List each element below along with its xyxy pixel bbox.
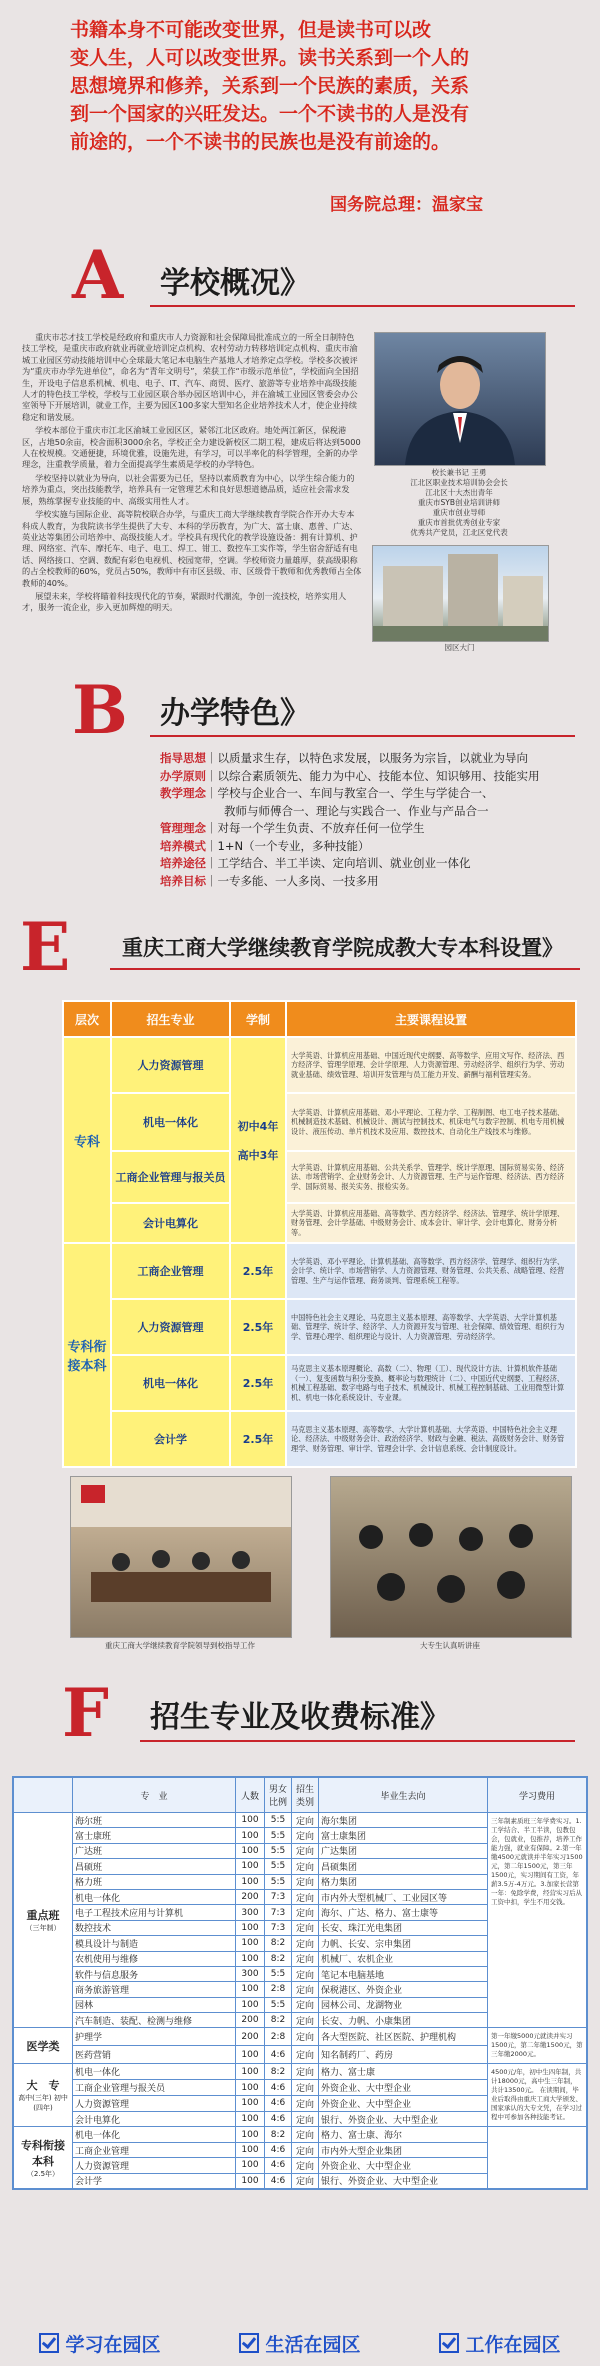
ratio-cell: 5:5	[265, 1843, 292, 1858]
category-sub: （三年制）	[25, 1924, 61, 1933]
feature-label: 培养途径	[160, 856, 206, 870]
count-cell: 100	[236, 2158, 265, 2173]
feature-label: 培养目标	[160, 873, 206, 888]
col-major: 招生专业	[111, 1001, 230, 1037]
dest-cell: 海尔集团	[319, 1813, 488, 1828]
feature-text: 学校与企业合一、车间与教室合一、学生与学徒合一、	[217, 786, 494, 800]
feature-text: 对每一个学生负责、不放弃任何一位学生	[217, 821, 425, 835]
feature-label: 管理理念	[160, 821, 206, 835]
major-cell: 商务旅游管理	[73, 1982, 236, 1997]
footer-item	[439, 2330, 560, 2357]
major-cell: 工商企业管理	[111, 1243, 230, 1299]
footer-label: 工作在园区	[465, 2333, 561, 2356]
courses-cell: 中国特色社会主义理论、马克思主义基本原理、高等数学、大学英语、大学计算机基础、管理学、统计学、经济学、人力资源开发与管理、社会保障、绩效管理、组织行为学、管理心理学、组织理论与设计、人力资源管理、劳动经济学。	[286, 1299, 576, 1355]
table-row	[63, 1355, 576, 1411]
major-cell: 会计学	[111, 1411, 230, 1467]
major-cell: 软件与信息服务	[73, 1966, 236, 1981]
dest-cell: 长安、珠江光电集团	[319, 1920, 488, 1935]
check-icon	[239, 2333, 259, 2353]
col-destination: 毕业生去向	[319, 1777, 488, 1813]
count-cell: 100	[236, 2127, 265, 2142]
quote-line: 前途的，一个不读书的民族也是没有前途的。	[70, 131, 451, 153]
category-label: 大 专	[26, 2079, 60, 2093]
feature-row: 培养途径｜工学结合、半工半读、定向培训、就业创业一体化	[160, 856, 471, 870]
major-cell: 昌硕班	[73, 1859, 236, 1874]
table-row	[63, 1037, 576, 1093]
type-cell: 定向	[292, 1920, 319, 1935]
years-cell: 2.5年	[230, 1411, 286, 1467]
col-count: 人数	[236, 1777, 265, 1813]
major-cell: 人力资源管理	[111, 1037, 230, 1093]
count-cell: 100	[236, 2111, 265, 2127]
major-cell: 机电一体化	[111, 1093, 230, 1151]
major-cell: 机电一体化	[73, 1889, 236, 1904]
col-years: 学制	[230, 1001, 286, 1037]
fee-row	[13, 2028, 587, 2046]
years-line: 初中4年	[237, 1119, 279, 1133]
years-cell: 2.5年	[230, 1243, 286, 1299]
type-cell: 定向	[292, 1966, 319, 1981]
leaders-visit-caption: 重庆工商大学继续教育学院领导到校指导工作	[105, 1641, 255, 1650]
col-fee: 学习费用	[488, 1777, 588, 1813]
type-cell: 定向	[292, 1936, 319, 1951]
fee-cell	[488, 2127, 588, 2189]
leaders-visit-photo	[70, 1476, 292, 1638]
dest-cell: 格力集团	[319, 1874, 488, 1889]
category-sub: 高中(三年) 初中(四年)	[18, 2094, 68, 2113]
building-illustration	[373, 546, 548, 641]
portrait-caption-line: 江北区职业技术培训协会会长	[410, 478, 508, 487]
fee-cell: 4500元/年，初中生四年制，共计18000元，高中生三年制，共计13500元。 在读期间，毕业后取得由重庆工商大学颁发、国家承认的大专文凭，在学习过程中可参加各种技能考证。	[488, 2064, 588, 2127]
feature-text: 以质量求生存，以特色求发展，以服务为宗旨，以就业为导向	[217, 751, 528, 765]
major-cell: 会计学	[73, 2173, 236, 2189]
courses-cell: 大学英语、计算机应用基础、中国近现代史纲要、高等数学、应用文写作、经济法、西方经济学、管理学原理、会计学原理、人力资源管理、劳动经济学、组织行为学、劳动就业基础、绩效管理、培训开发管理与员工能力开发、薪酬与福利管理实务。	[286, 1037, 576, 1093]
dest-cell: 知名制药厂、药房	[319, 2046, 488, 2064]
table-row	[63, 1151, 576, 1203]
audience-illustration	[331, 1477, 571, 1637]
ratio-cell: 8:2	[265, 2127, 292, 2142]
section-b-underline	[150, 735, 575, 737]
ratio-cell: 5:5	[265, 1874, 292, 1889]
feature-row: 培养目标｜一专多能、一人多岗、一技多用	[160, 873, 379, 888]
category-label: 重点班	[26, 1909, 60, 1923]
feature-label: 办学原则	[160, 768, 206, 783]
dest-cell: 富士康集团	[319, 1828, 488, 1843]
major-cell: 人力资源管理	[73, 2095, 236, 2111]
ratio-cell: 4:6	[265, 2095, 292, 2111]
ratio-cell: 7:3	[265, 1905, 292, 1920]
major-cell: 农机使用与维修	[73, 1951, 236, 1966]
dest-cell: 银行、外资企业、大中型企业	[319, 2173, 488, 2189]
dest-cell: 格力、富士康	[319, 2064, 488, 2080]
overview-paragraph: 学校坚持以就业为导向，以社会需要为已任，坚持以素质教育为中心，以学生综合能力的培养为重点，突出技能教学，培养具有一定管理艺术和良好思想道德品质，适应社会需求发展，熟练掌握专业技能的中、高级实用性人才。	[22, 472, 355, 506]
type-cell: 定向	[292, 1874, 319, 1889]
count-cell: 100	[236, 1920, 265, 1935]
ratio-cell: 4:6	[265, 2046, 292, 2064]
type-cell: 定向	[292, 1889, 319, 1904]
ratio-cell: 5:5	[265, 1997, 292, 2012]
ratio-cell: 5:5	[265, 1828, 292, 1843]
section-f-underline	[140, 1740, 575, 1742]
feature-label: 教学理念	[160, 786, 206, 800]
dest-cell: 长安、力帆、小康集团	[319, 2013, 488, 2028]
years-cell: 2.5年	[230, 1355, 286, 1411]
quote-author: 国务院总理：温家宝	[330, 195, 483, 215]
dest-cell: 外资企业、大中型企业	[319, 2158, 488, 2173]
major-cell: 工商企业管理与报关员	[73, 2080, 236, 2096]
type-cell: 定向	[292, 1859, 319, 1874]
check-icon	[439, 2333, 459, 2353]
count-cell: 100	[236, 1936, 265, 1951]
type-cell: 定向	[292, 1828, 319, 1843]
dest-cell: 广达集团	[319, 1843, 488, 1858]
portrait-caption-line: 重庆市首批优秀创业专家	[417, 518, 501, 527]
courses-cell: 大学英语、计算机应用基础、邓小平理论、工程力学、工程制图、电工电子技术基础、机械制造技术基础、机械设计、测试与控制技术、机床电气与数字控制、机电专用机械设计、液压传动、单片机技术及应用、数控技术、自动化生产线技术与维修。	[286, 1093, 576, 1151]
quote-line: 到一个国家的兴旺发达。一个不读书的人是没有	[70, 103, 470, 125]
type-cell: 定向	[292, 2111, 319, 2127]
lecture-caption: 大专生认真听讲座	[420, 1641, 480, 1650]
courses-cell: 马克思主义基本原理概论、高数（二）、物理（工）、现代设计方法、计算机软件基础（一）、复变函数与积分变换、概率论与数理统计（二）、中国近代史纲要、工程经济、机械工程基础、数字电路与电子技术、机械设计、机械工程控制基础、工业用微型计算机、机电一体化系统设计、专业课。	[286, 1355, 576, 1411]
course-table	[62, 1000, 577, 1468]
count-cell: 200	[236, 1889, 265, 1904]
fee-cell: 第一年缴5000元就读并实习1500元，第二年缴1500元，第三年缴2000元。	[488, 2028, 588, 2064]
courses-cell: 大学英语、计算机应用基础、高等数学、西方经济学、经济法、管理学、统计学原理、财务管理、会计学基础、中级财务会计、成本会计、审计学、会计电算化、财务分析等。	[286, 1203, 576, 1243]
dest-cell: 市内外大型企业集团	[319, 2142, 488, 2157]
count-cell: 100	[236, 1828, 265, 1843]
type-cell: 定向	[292, 2064, 319, 2080]
count-cell: 100	[236, 1859, 265, 1874]
count-cell: 300	[236, 1905, 265, 1920]
count-cell: 200	[236, 2013, 265, 2028]
ratio-cell: 5:5	[265, 1859, 292, 1874]
major-cell: 电子工程技术应用与计算机	[73, 1905, 236, 1920]
count-cell: 100	[236, 1951, 265, 1966]
feature-row: 办学原则｜以综合素质领先、能力为中心、技能本位、知识够用、技能实用	[160, 768, 540, 783]
category-label: 医学类	[26, 2039, 60, 2053]
major-cell: 园林	[73, 1997, 236, 2012]
ratio-cell: 4:6	[265, 2111, 292, 2127]
count-cell: 100	[236, 1813, 265, 1828]
quote-line: 思想境界和修养，关系到一个民族的素质，关系	[70, 75, 470, 97]
level-zhuanjieben: 专科衔接本科	[63, 1243, 111, 1467]
ratio-cell: 8:2	[265, 2013, 292, 2028]
major-cell: 富士康班	[73, 1828, 236, 1843]
table-row	[63, 1299, 576, 1355]
table-row	[63, 1411, 576, 1467]
quote-line: 书籍本身不可能改变世界，但是读书可以改	[70, 19, 432, 41]
count-cell: 100	[236, 1874, 265, 1889]
major-cell: 格力班	[73, 1874, 236, 1889]
major-cell: 人力资源管理	[73, 2158, 236, 2173]
courses-cell: 马克思主义基本原理、高等数学、大学计算机基础、大学英语、中国特色社会主义理论、经济法、中级财务会计、政治经济学、财政与金融、税法、高级财务会计、财务管理学、财务管理、审计学、管理会计学、会计信息系统、会计制度设计。	[286, 1411, 576, 1467]
count-cell: 100	[236, 2080, 265, 2096]
footer-label: 生活在园区	[265, 2333, 361, 2356]
building-caption: 园区大门	[444, 643, 475, 652]
fee-table-body	[13, 1813, 587, 2190]
feature-text: 一专多能、一人多岗、一技多用	[217, 873, 379, 888]
major-cell: 会计电算化	[111, 1203, 230, 1243]
ratio-cell: 4:6	[265, 2080, 292, 2096]
count-cell: 100	[236, 2095, 265, 2111]
major-cell: 医药营销	[73, 2046, 236, 2064]
major-cell: 广达班	[73, 1843, 236, 1858]
major-cell: 会计电算化	[73, 2111, 236, 2127]
category-sub: （2.5年）	[26, 2169, 60, 2178]
ratio-cell: 5:5	[265, 1813, 292, 1828]
level-zhuanke: 专科	[63, 1037, 111, 1243]
type-cell: 定向	[292, 2080, 319, 2096]
type-cell: 定向	[292, 1905, 319, 1920]
type-cell: 定向	[292, 2046, 319, 2064]
dest-cell: 市内外大型机械厂、工业园区等	[319, 1889, 488, 1904]
dest-cell: 银行、外资企业、大中型企业	[319, 2111, 488, 2127]
count-cell: 100	[236, 2142, 265, 2157]
feature-row: 指导思想｜以质量求生存，以特色求发展，以服务为宗旨，以就业为导向	[160, 751, 528, 765]
col-courses: 主要课程设置	[286, 1001, 576, 1037]
section-f-letter: F	[62, 1674, 109, 1752]
portrait-caption-line: 重庆市创业导师	[432, 508, 486, 517]
table-row	[63, 1093, 576, 1151]
category-cell	[13, 2127, 73, 2189]
type-cell: 定向	[292, 2173, 319, 2189]
ratio-cell: 5:5	[265, 1966, 292, 1981]
ratio-cell: 2:8	[265, 2028, 292, 2046]
meeting-illustration	[71, 1477, 291, 1637]
feature-text: 以综合素质领先、能力为中心、技能本位、知识够用、技能实用	[217, 768, 540, 783]
dest-cell: 昌硕集团	[319, 1859, 488, 1874]
type-cell: 定向	[292, 2013, 319, 2028]
major-cell: 人力资源管理	[111, 1299, 230, 1355]
portrait-illustration	[375, 333, 545, 465]
col-ratio: 男女比例	[265, 1777, 292, 1813]
footer-item	[39, 2330, 160, 2357]
ratio-cell: 7:3	[265, 1920, 292, 1935]
major-cell: 机电一体化	[111, 1355, 230, 1411]
ratio-cell: 8:2	[265, 1936, 292, 1951]
dest-cell: 外资企业、大中型企业	[319, 2080, 488, 2096]
ratio-cell: 2:8	[265, 1982, 292, 1997]
feature-row: 管理理念｜对每一个学生负责、不放弃任何一位学生	[160, 821, 425, 835]
principal-portrait	[374, 332, 546, 466]
portrait-caption-line: 江北区十大杰出青年	[425, 488, 493, 497]
check-icon	[39, 2333, 59, 2353]
ratio-cell: 4:6	[265, 2173, 292, 2189]
section-a-letter: A	[72, 236, 124, 314]
count-cell: 200	[236, 2028, 265, 2046]
dest-cell: 格力、富士康、海尔	[319, 2127, 488, 2142]
years-cell: 2.5年	[230, 1299, 286, 1355]
feature-label: 指导思想	[160, 751, 206, 765]
type-cell: 定向	[292, 1813, 319, 1828]
table-row	[63, 1203, 576, 1243]
col-category	[13, 1777, 73, 1813]
years-line: 高中3年	[237, 1148, 279, 1162]
lecture-photo	[330, 1476, 572, 1638]
major-cell: 工商企业管理	[73, 2142, 236, 2157]
section-b-title: 办学特色》	[160, 696, 310, 731]
dest-cell: 机械厂、农机企业	[319, 1951, 488, 1966]
col-major: 专 业	[73, 1777, 236, 1813]
count-cell: 100	[236, 1982, 265, 1997]
ratio-cell: 7:3	[265, 1889, 292, 1904]
ratio-cell: 8:2	[265, 1951, 292, 1966]
dest-cell: 各大型医院、社区医院、护理机构	[319, 2028, 488, 2046]
major-cell: 汽车制造、装配、检测与维修	[73, 2013, 236, 2028]
count-cell: 100	[236, 2173, 265, 2189]
category-cell	[13, 2064, 73, 2127]
fee-row	[13, 2064, 587, 2080]
portrait-caption-line: 重庆市SYB创业培训讲师	[418, 498, 500, 507]
type-cell: 定向	[292, 2028, 319, 2046]
feature-text: 工学结合、半工半读、定向培训、就业创业一体化	[217, 856, 471, 870]
ratio-cell: 8:2	[265, 2064, 292, 2080]
dest-cell: 笔记本电脑基地	[319, 1966, 488, 1981]
major-cell: 护理学	[73, 2028, 236, 2046]
footer-label: 学习在园区	[65, 2333, 161, 2356]
feature-text: 1+N（一个专业，多种技能）	[217, 838, 370, 853]
feature-text: 教师与师傅合一、理论与实践合一、作业与产品合一	[224, 803, 489, 818]
ratio-cell: 4:6	[265, 2158, 292, 2173]
col-type: 招生类别	[292, 1777, 319, 1813]
count-cell: 100	[236, 1997, 265, 2012]
count-cell: 100	[236, 2064, 265, 2080]
footer-item	[239, 2330, 360, 2357]
type-cell: 定向	[292, 1997, 319, 2012]
dest-cell: 海尔、广达、格力、富士康等	[319, 1905, 488, 1920]
major-cell: 海尔班	[73, 1813, 236, 1828]
table-row	[63, 1243, 576, 1299]
section-a-title: 学校概况》	[160, 266, 310, 301]
major-cell: 模具设计与制造	[73, 1936, 236, 1951]
years-zhuanke	[230, 1037, 286, 1243]
fee-table	[12, 1776, 588, 2190]
school-overview-text	[22, 332, 362, 616]
count-cell: 100	[236, 2046, 265, 2064]
major-cell: 机电一体化	[73, 2064, 236, 2080]
dest-cell: 保税港区、外资企业	[319, 1982, 488, 1997]
fee-cell: 三年制素质班三年学费实习。1.工学结合、半工半读，包教包会，包就业，包推荐，培养工作能力强，就业有保障。2.第一年缴4500元就读并半年实习1500元，第二年1500元，第三年1500元，实习期间有工资，年薪3.5万-4万元。3.加家长营第一年：免除学费，经营实习后从工资中扣，学生不用交钱。	[488, 1813, 588, 2028]
category-cell	[13, 2028, 73, 2064]
courses-cell: 大学英语、计算机应用基础、公共关系学、管理学、统计学原理、国际贸易实务、经济法、市场营销学、企业财务会计、人力资源管理、生产与运作管理、经济法、西方经济学、国际贸易、报关实务、报检实务。	[286, 1151, 576, 1203]
portrait-caption	[374, 468, 544, 538]
feature-label: 培养模式	[160, 838, 206, 853]
dest-cell: 力帆、长安、宗申集团	[319, 1936, 488, 1951]
category-label: 专科衔接本科	[21, 2138, 65, 2168]
section-f-title: 招生专业及收费标准》	[150, 1700, 450, 1735]
courses-cell: 大学英语、邓小平理论、计算机基础、高等数学、西方经济学、管理学、组织行为学、会计学、统计学、市场营销学、人力资源管理、财务管理、公共关系、战略管理、经营管理、生产与运作管理、商务谈判、管理系统工程等。	[286, 1243, 576, 1299]
section-e-title: 重庆工商大学继续教育学院成教大专本科设置》	[122, 935, 563, 960]
section-a-underline	[150, 305, 575, 307]
major-cell: 机电一体化	[73, 2127, 236, 2142]
type-cell: 定向	[292, 1843, 319, 1858]
type-cell: 定向	[292, 2142, 319, 2157]
section-e-underline	[110, 968, 580, 970]
fee-row	[13, 2127, 587, 2142]
col-level: 层次	[63, 1001, 111, 1037]
overview-paragraph: 学校实施与国际企业、高等院校联合办学，与重庆工商大学继续教育学院合作开办大专本科成人教育，为我院读书学生提供了大专、本科的学历教育，为广大、富士康、惠普、广达、英业达等集团公司培养中、高级技能人才。学校具有现代化的教学设施设备：拥有计算机、护理、网络室、汽车、摩托车、电子、电工、焊工、钳工、数控车工实作等，学生宿舍舒适有电话、网络接口、空调、数配有彩色电视机、校园宽带，空调。学校师资力量雄厚，获高级职称的占全校教师的60%，党员占50%，教师中有市区县级、市、区级骨干教师和优秀教师占全体教师的40%。	[22, 509, 362, 588]
campus-building-photo	[372, 545, 549, 642]
overview-paragraph: 重庆市芯才技工学校是经政府和重庆市人力资源和社会保障局批准成立的一所全日制特色技工学校，是重庆市政府就业再就业培训定点机构、农村劳动力转移培训定点机构、重庆市渝城工业园区劳动技能培训中心全球最大笔记本电脑生产基地人才培养定点学校。学校多次被评为“重庆市办学先进单位”，命名为“青年文明号”，荣获工作“市级示范单位”，学校面向全国招生，开设电子信息系机械、机电、电子、IT、汽车、商贸、医疗、旅游等专业培养中高级技能人才的特色技工学校，学校与工业园区联合举办园区培训中心，并在渝城工业园区管委会办公室领导下开展培训，就业工作，主要为园区100多家大型知名企业培养技术人才，使企业持续稳定和谐发展。	[22, 332, 359, 422]
type-cell: 定向	[292, 1982, 319, 1997]
count-cell: 300	[236, 1966, 265, 1981]
overview-paragraph: 展望未来，学校将瞄着科技现代化的节奏，紧跟时代潮流，争创一流技校，培养实用人才，服务一流企业，步入更加辉煌的明天。	[22, 590, 347, 613]
quote-block	[70, 16, 570, 156]
section-e-letter: E	[20, 908, 71, 986]
major-cell: 工商企业管理与报关员	[111, 1151, 230, 1203]
feature-row: 教学理念｜学校与企业合一、车间与教室合一、学生与学徒合一、	[160, 786, 494, 800]
dest-cell: 园林公司、龙湖物业	[319, 1997, 488, 2012]
count-cell: 100	[236, 1843, 265, 1858]
portrait-caption-line: 校长兼书记 王勇	[431, 468, 487, 477]
type-cell: 定向	[292, 2127, 319, 2142]
category-cell	[13, 1813, 73, 2028]
portrait-caption-line: 优秀共产党员，江北区党代表	[410, 528, 508, 537]
section-b-letter: B	[72, 671, 128, 749]
major-cell: 数控技术	[73, 1920, 236, 1935]
type-cell: 定向	[292, 2158, 319, 2173]
dest-cell: 外资企业、大中型企业	[319, 2095, 488, 2111]
feature-row	[160, 803, 489, 821]
type-cell: 定向	[292, 2095, 319, 2111]
ratio-cell: 4:6	[265, 2142, 292, 2157]
type-cell: 定向	[292, 1951, 319, 1966]
feature-row: 培养模式｜1+N（一个专业，多种技能）	[160, 838, 370, 853]
fee-row	[13, 1813, 587, 1828]
quote-line: 变人生，人可以改变世界。读书关系到一个人的	[70, 47, 470, 69]
footer-banner	[0, 2320, 600, 2366]
overview-paragraph: 学校本部位于重庆市江北区渝城工业园区区，紧邻江北区政府。地处两江新区，保税港区，占地50余亩，校舍面积3000余名，学校正全力建设新校区二期工程，建成后将达到5000人在校规模。交通便捷，环境优雅，设施先进，有学习，可以半率化的科学管理，全新的办学理念，注重教学质量，着力全面提高学生素质是学校的办学特色。	[22, 425, 361, 470]
